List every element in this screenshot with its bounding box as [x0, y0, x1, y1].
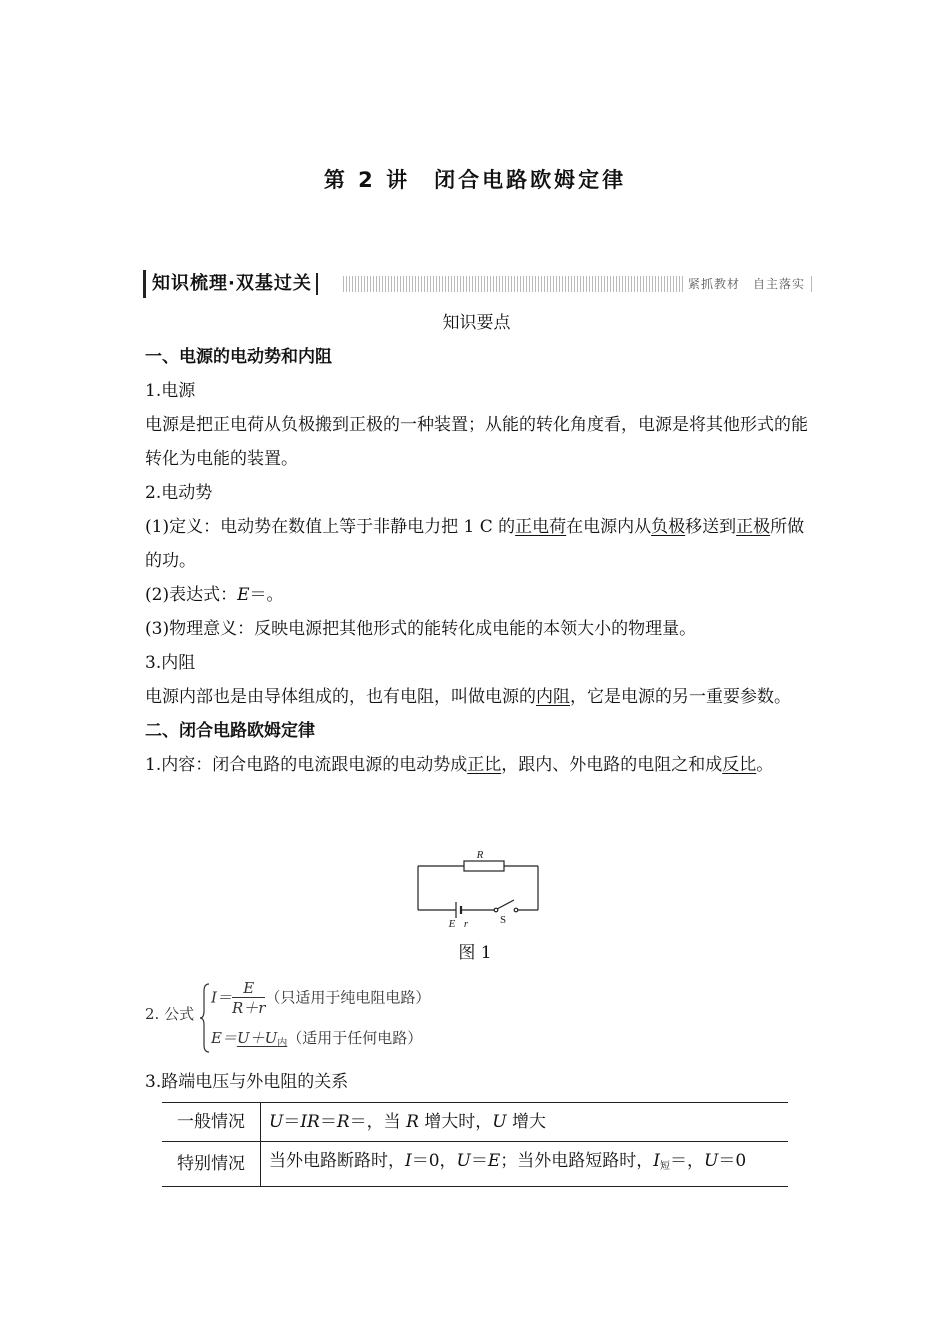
section-2-heading: 二、闭合电路欧姆定律 — [145, 721, 315, 741]
table-row — [162, 1103, 788, 1142]
p2-expression: (2)表达式：E＝。 — [145, 585, 284, 605]
main-content — [145, 306, 808, 782]
blank-answer: 正比 — [467, 755, 502, 775]
p2-definition: (1)定义：电动势在数值上等于非静电力把 1 C 的正电荷在电源内从负极移送到正极所做的功。 — [145, 517, 805, 571]
figure-caption: 图 1 — [458, 943, 492, 963]
banner-tag: 紧抓教材 自主落实 — [684, 275, 809, 292]
p3-text: 电源内部也是由导体组成的，也有电阻，叫做电源的内阻，它是电源的另一重要参数。 — [145, 687, 791, 707]
relation-title: 3.路端电压与外电阻的关系 — [145, 1072, 349, 1092]
p1-title: 1.电源 — [145, 381, 196, 401]
table-cell: 当外电路断路时，I＝0，U＝E；当外电路短路时，$I_短=$，U＝0 — [261, 1142, 789, 1187]
blank-answer: 反比 — [722, 755, 757, 775]
circuit-diagram — [410, 848, 550, 932]
fraction: $\frac{E}{R+r}$ — [231, 979, 266, 1017]
blank-answer: 正极 — [736, 517, 771, 537]
p3-title: 3.内阻 — [145, 653, 196, 673]
page-title: 第 2 讲 闭合电路欧姆定律 — [323, 168, 627, 192]
label-S: S — [499, 914, 507, 926]
p1-text: 电源是把正电荷从负极搬到正极的一种装置；从能的转化角度看，电源是将其他形式的能转化为电能的装置。 — [145, 415, 808, 469]
p2-meaning: (3)物理意义：反映电源把其他形式的能转化成电能的本领大小的物理量。 — [145, 619, 697, 639]
section-banner — [143, 270, 813, 298]
formula-block — [145, 975, 545, 1057]
p2-title: 2.电动势 — [145, 483, 213, 503]
relation-table — [162, 1102, 788, 1187]
banner-title: 知识梳理·双基过关 — [143, 270, 312, 298]
formula-row-1: I＝ $\frac{E}{R+r}$ （只适用于纯电阻电路） — [211, 979, 431, 1017]
label-E: E — [448, 918, 456, 930]
blank-answer: 正电荷 — [515, 517, 567, 537]
brace-icon — [200, 983, 210, 1053]
table-header-cell: 一般情况 — [162, 1103, 261, 1142]
formula-row-2: $E=U+U_内$（适用于任何电路） — [211, 1029, 423, 1049]
blank-answer: 内阻 — [536, 687, 570, 707]
blank-answer: 负极 — [651, 517, 686, 537]
sec2-content: 1.内容：闭合电路的电流跟电源的电动势成正比，跟内、外电路的电阻之和成反比。 — [145, 755, 774, 775]
table-cell: U＝IR＝R＝，当 R 增大时，U 增大 — [261, 1103, 789, 1142]
section-1-heading: 一、电源的电动势和内阻 — [145, 347, 332, 367]
formula-label: 2. 公式 — [145, 1005, 195, 1023]
table-header-cell: 特别情况 — [162, 1142, 261, 1187]
blank-answer: $U+U_内$ — [236, 1029, 288, 1049]
subheading: 知识要点 — [442, 313, 511, 333]
label-r: r — [463, 918, 469, 930]
table-row — [162, 1142, 788, 1187]
label-R: R — [476, 849, 484, 861]
